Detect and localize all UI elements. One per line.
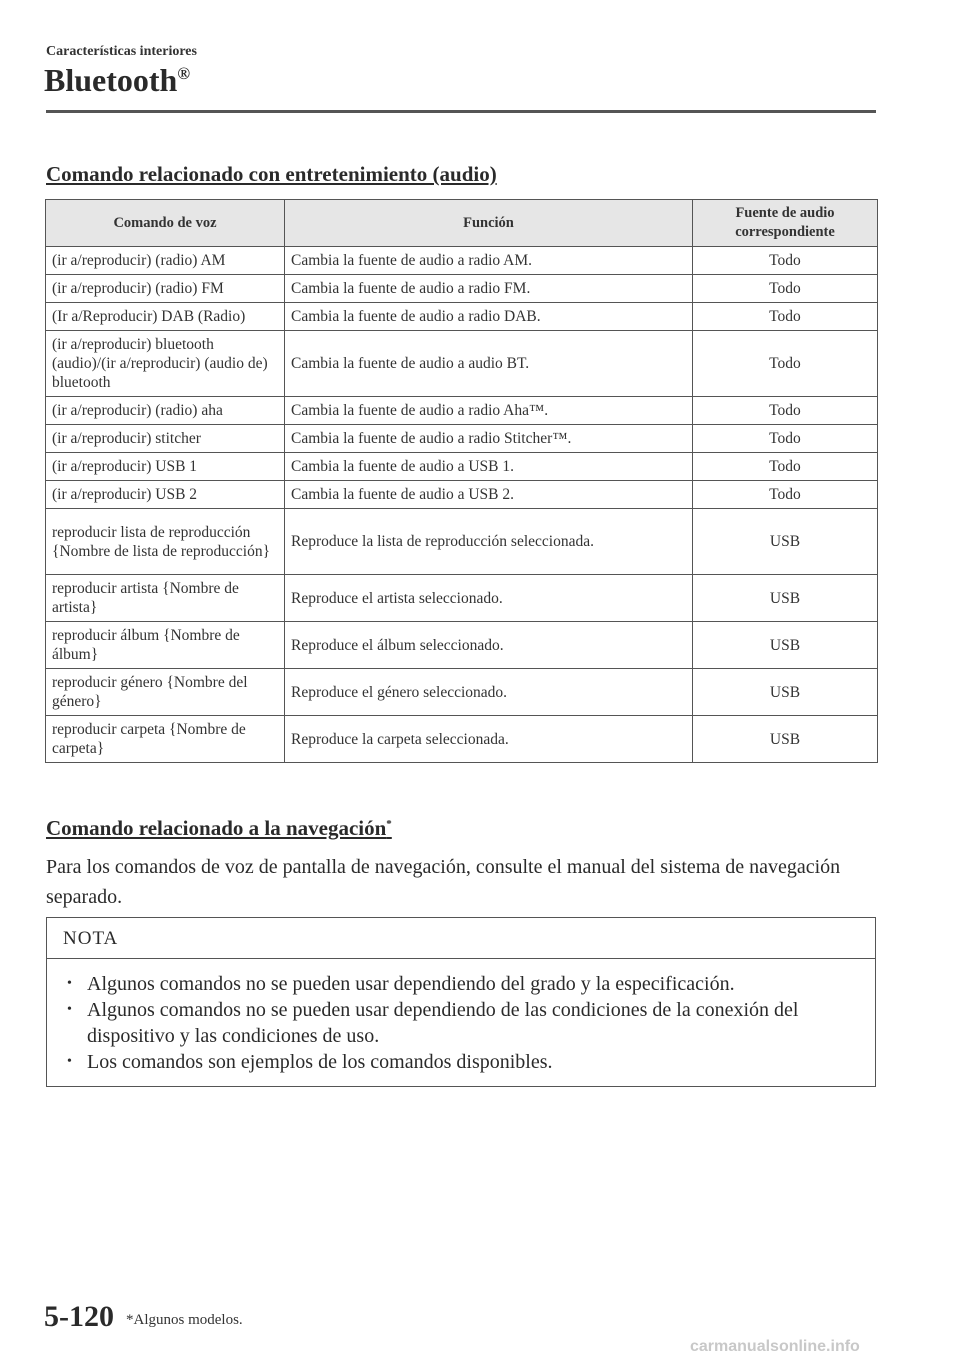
table-row xyxy=(46,481,878,509)
column-header-function: Función xyxy=(285,200,693,247)
table-row xyxy=(46,509,878,575)
registered-mark: ® xyxy=(177,64,191,83)
table-row xyxy=(46,397,878,425)
table-row xyxy=(46,247,878,275)
cell-source: Todo xyxy=(693,303,878,331)
cell-function: Cambia la fuente de audio a audio BT. xyxy=(285,331,693,397)
cell-source: Todo xyxy=(693,397,878,425)
cell-source: Todo xyxy=(693,275,878,303)
cell-source: Todo xyxy=(693,453,878,481)
cell-source: USB xyxy=(693,669,878,716)
chapter-title-text: Bluetooth xyxy=(44,62,178,98)
cell-function: Cambia la fuente de audio a radio FM. xyxy=(285,275,693,303)
cell-source: Todo xyxy=(693,481,878,509)
cell-command: reproducir artista {Nombre de artista} xyxy=(46,575,285,622)
table-row xyxy=(46,453,878,481)
cell-command: (ir a/reproducir) stitcher xyxy=(46,425,285,453)
column-header-source: Fuente de audio correspondiente xyxy=(693,200,878,247)
cell-function: Cambia la fuente de audio a radio Aha™. xyxy=(285,397,693,425)
note-title: NOTA xyxy=(47,918,875,959)
cell-function: Cambia la fuente de audio a USB 2. xyxy=(285,481,693,509)
section-label: Características interiores xyxy=(46,44,197,59)
table-row xyxy=(46,575,878,622)
table-row xyxy=(46,622,878,669)
note-list xyxy=(47,959,875,1075)
cell-function: Cambia la fuente de audio a radio DAB. xyxy=(285,303,693,331)
column-header-command: Comando de voz xyxy=(46,200,285,247)
table-body xyxy=(46,247,878,763)
note-item-text: Los comandos son ejemplos de los comandos disponibles. xyxy=(87,1051,553,1073)
nav-paragraph: Para los comandos de voz de pantalla de navegación, consulte el manual del sistema de navegación separado. xyxy=(46,856,841,908)
bullet-icon: • xyxy=(67,976,72,991)
table-row xyxy=(46,669,878,716)
cell-source: USB xyxy=(693,622,878,669)
cell-command: (ir a/reproducir) bluetooth (audio)/(ir a/reproducir) (audio de) bluetooth xyxy=(46,331,285,397)
title-rule xyxy=(46,110,876,113)
footnote-mark: * xyxy=(386,818,392,830)
table-row xyxy=(46,275,878,303)
nav-section-heading xyxy=(46,816,392,841)
cell-command: (ir a/reproducir) (radio) FM xyxy=(46,275,285,303)
cell-function: Cambia la fuente de audio a radio Stitcher™. xyxy=(285,425,693,453)
note-box xyxy=(46,917,876,1087)
audio-section-heading: Comando relacionado con entretenimiento (audio) xyxy=(46,162,497,186)
cell-function: Cambia la fuente de audio a USB 1. xyxy=(285,453,693,481)
cell-command: (ir a/reproducir) (radio) AM xyxy=(46,247,285,275)
watermark: carmanualsonline.info xyxy=(690,1338,860,1355)
cell-source: Todo xyxy=(693,425,878,453)
note-item xyxy=(67,971,855,997)
nav-heading-text: Comando relacionado a la navegación xyxy=(46,816,387,840)
cell-command: (Ir a/Reproducir) DAB (Radio) xyxy=(46,303,285,331)
note-item xyxy=(67,1049,855,1075)
cell-command: reproducir lista de reproducción {Nombre de lista de reproducción} xyxy=(46,509,285,575)
table-row xyxy=(46,716,878,763)
table-row xyxy=(46,425,878,453)
cell-source: USB xyxy=(693,575,878,622)
bullet-icon: • xyxy=(67,1002,72,1017)
table-header-row xyxy=(46,200,878,247)
cell-source: Todo xyxy=(693,247,878,275)
cell-command: reproducir carpeta {Nombre de carpeta} xyxy=(46,716,285,763)
cell-source: Todo xyxy=(693,331,878,397)
cell-source: USB xyxy=(693,716,878,763)
cell-function: Reproduce el álbum seleccionado. xyxy=(285,622,693,669)
footnote: *Algunos modelos. xyxy=(126,1312,243,1328)
table-row xyxy=(46,303,878,331)
cell-function: Reproduce la carpeta seleccionada. xyxy=(285,716,693,763)
cell-command: (ir a/reproducir) USB 2 xyxy=(46,481,285,509)
cell-command: reproducir álbum {Nombre de álbum} xyxy=(46,622,285,669)
note-item xyxy=(67,997,855,1049)
page-number: 5-120 xyxy=(44,1300,114,1333)
audio-command-table xyxy=(45,199,878,763)
chapter-title xyxy=(44,62,190,99)
note-item-text: Algunos comandos no se pueden usar dependiendo del grado y la especificación. xyxy=(87,973,735,995)
cell-command: reproducir género {Nombre del género} xyxy=(46,669,285,716)
cell-function: Reproduce el artista seleccionado. xyxy=(285,575,693,622)
cell-command: (ir a/reproducir) USB 1 xyxy=(46,453,285,481)
note-item-text: Algunos comandos no se pueden usar dependiendo de las condiciones de la conexión del dispositivo y las condiciones de uso. xyxy=(87,999,799,1047)
cell-function: Reproduce la lista de reproducción seleccionada. xyxy=(285,509,693,575)
cell-function: Reproduce el género seleccionado. xyxy=(285,669,693,716)
bullet-icon: • xyxy=(67,1054,72,1069)
cell-source: USB xyxy=(693,509,878,575)
cell-command: (ir a/reproducir) (radio) aha xyxy=(46,397,285,425)
cell-function: Cambia la fuente de audio a radio AM. xyxy=(285,247,693,275)
table-row xyxy=(46,331,878,397)
